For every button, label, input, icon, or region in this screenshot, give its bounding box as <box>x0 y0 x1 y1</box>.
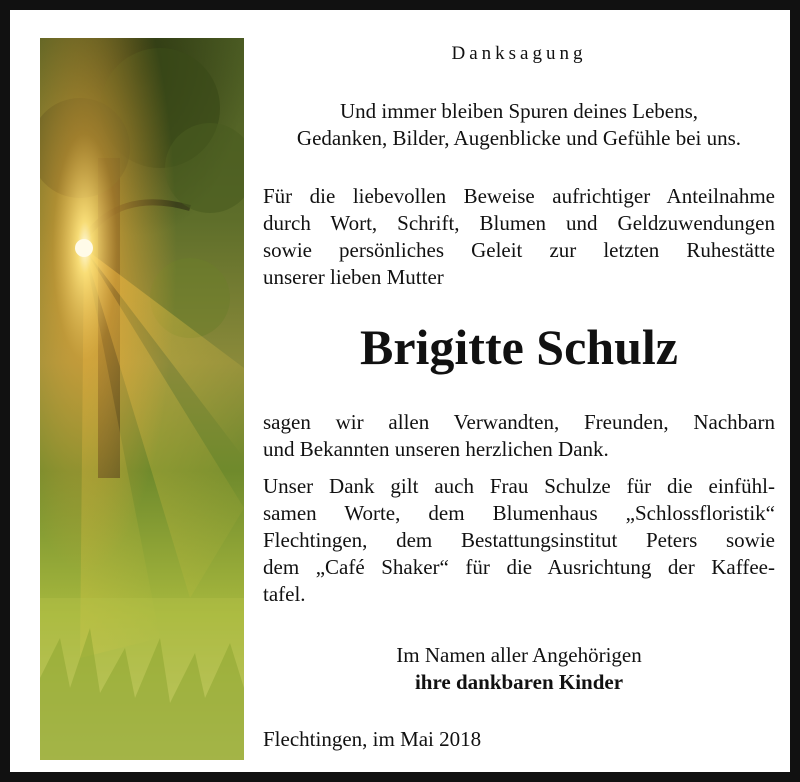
sunlit-forest-image <box>40 38 244 760</box>
place-date: Flechtingen, im Mai 2018 <box>263 727 482 751</box>
signature-family: ihre dankbaren Kinder <box>414 670 624 694</box>
deceased-name: Brigitte Schulz <box>359 319 679 375</box>
thanks-main <box>263 409 775 463</box>
text-line: Für die liebevollen Beweise aufrichtiger Anteilnahme <box>263 184 775 208</box>
thanks-extra <box>263 473 775 608</box>
text-line: Unser Dank gilt auch Frau Schulze für die einfühl- <box>263 474 775 498</box>
text-line: samen Worte, dem Blumenhaus „Schlossfloristik“ <box>263 501 775 525</box>
text-line: sowie persönliches Geleit zur letzten Ruhestätte <box>263 238 775 262</box>
text-line: durch Wort, Schrift, Blumen und Geldzuwendungen <box>263 211 775 235</box>
nature-photo <box>40 38 244 760</box>
text-line: Flechtingen, dem Bestattungsinstitut Peters sowie <box>263 528 775 552</box>
text-line: sagen wir allen Verwandten, Freunden, Nachbarn <box>263 410 775 434</box>
text-line: unserer lieben Mutter <box>263 265 444 289</box>
signature-line: Im Namen aller Angehörigen <box>396 643 642 667</box>
notice-heading: Danksagung <box>451 43 587 64</box>
signature <box>263 642 775 696</box>
text-line: und Bekannten unseren herzlichen Dank. <box>263 437 609 461</box>
verse-line: Gedanken, Bilder, Augenblicke und Gefühle bei uns. <box>296 126 742 150</box>
verse <box>263 98 775 152</box>
verse-line: Und immer bleiben Spuren deines Lebens, <box>339 99 699 123</box>
text-line: dem „Café Shaker“ für die Ausrichtung der Kaffee- <box>263 555 775 579</box>
text-line: tafel. <box>263 582 306 606</box>
thanks-intro <box>263 183 775 291</box>
